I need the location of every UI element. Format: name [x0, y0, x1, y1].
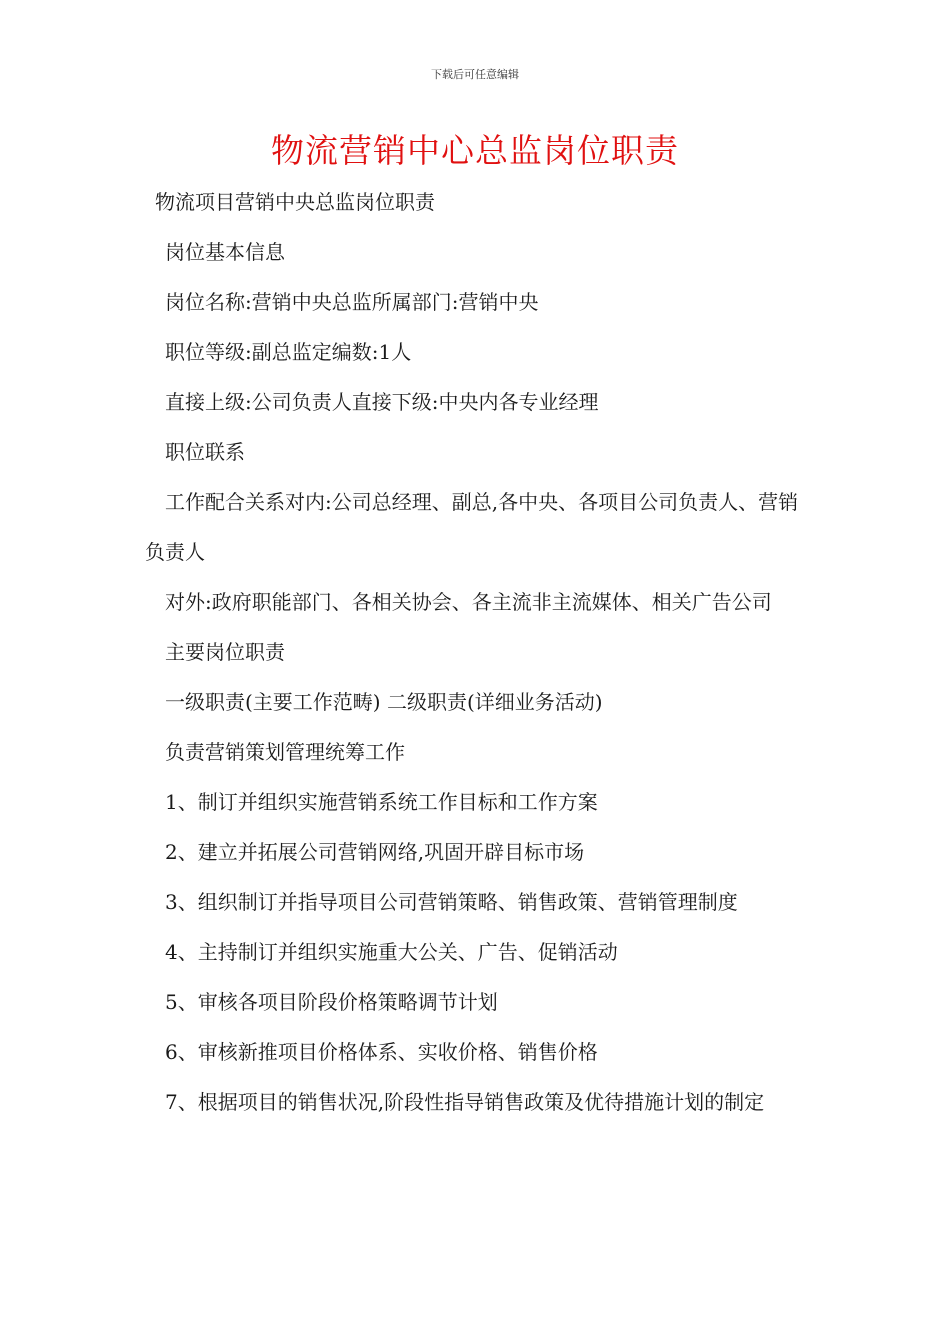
- paragraph: 职位联系: [165, 440, 245, 464]
- paragraph: 主要岗位职责: [165, 640, 285, 664]
- paragraph: 职位等级:副总监定编数:1人: [165, 340, 412, 364]
- paragraph: 对外:政府职能部门、各相关协会、各主流非主流媒体、相关广告公司: [165, 590, 772, 614]
- header-note: 下载后可任意编辑: [431, 68, 519, 81]
- paragraph: 物流项目营销中央总监岗位职责: [155, 190, 435, 214]
- paragraph: 岗位基本信息: [165, 240, 285, 264]
- paragraph: 直接上级:公司负责人直接下级:中央内各专业经理: [165, 390, 599, 414]
- list-item: 1、制订并组织实施营销系统工作目标和工作方案: [165, 790, 598, 814]
- list-item: 6、审核新推项目价格体系、实收价格、销售价格: [165, 1040, 598, 1064]
- list-item: 4、主持制订并组织实施重大公关、广告、促销活动: [165, 940, 618, 964]
- list-item: 5、审核各项目阶段价格策略调节计划: [165, 990, 498, 1014]
- list-item: 3、组织制订并指导项目公司营销策略、销售政策、营销管理制度: [165, 890, 738, 914]
- paragraph: 岗位名称:营销中央总监所属部门:营销中央: [165, 290, 539, 314]
- paragraph: 工作配合关系对内:公司总经理、副总,各中央、各项目公司负责人、营销负责人: [145, 490, 799, 564]
- paragraph: 一级职责(主要工作范畴) 二级职责(详细业务活动): [165, 690, 603, 714]
- list-item: 7、根据项目的销售状况,阶段性指导销售政策及优待措施计划的制定: [165, 1090, 765, 1114]
- list-item: 2、建立并拓展公司营销网络,巩固开辟目标市场: [165, 840, 585, 864]
- paragraph: 负责营销策划管理统筹工作: [165, 740, 405, 764]
- document-body: [145, 177, 815, 1127]
- document-title: 物流营销中心总监岗位职责: [271, 131, 679, 170]
